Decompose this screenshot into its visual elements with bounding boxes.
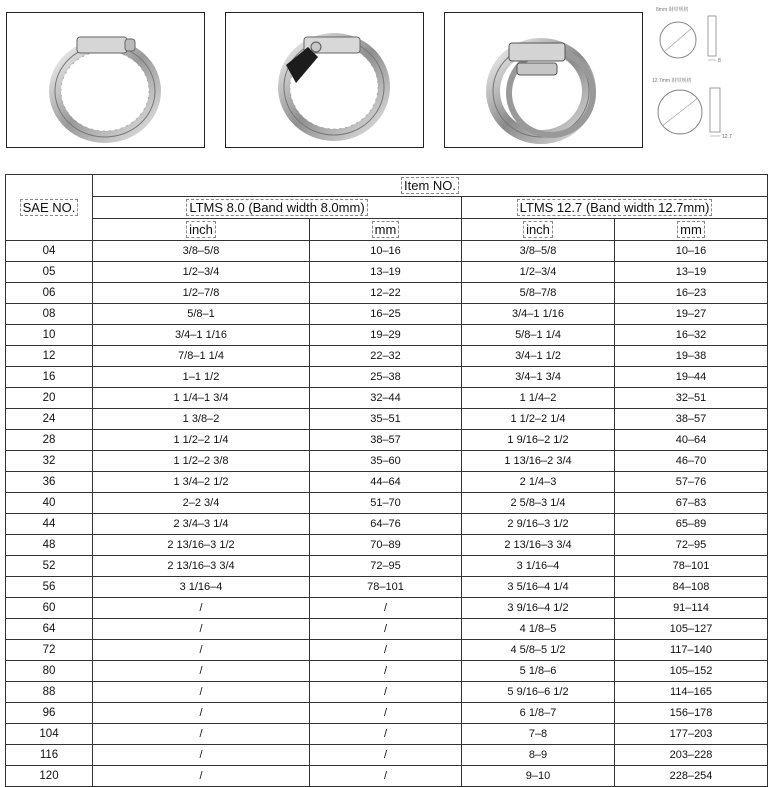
mm-127-cell: 105–152 [615,661,768,682]
sae-cell: 06 [6,283,93,304]
inch-8-cell: / [93,598,310,619]
inch-8-cell: 2–2 3/4 [93,493,310,514]
inch-8-cell: 3/4–1 1/16 [93,325,310,346]
table-row [6,325,768,346]
mm-127-cell: 177–203 [615,724,768,745]
table-row [6,346,768,367]
mm-8-cell: 16–25 [310,304,462,325]
mm-8-cell: / [310,766,462,787]
sae-cell: 32 [6,451,93,472]
mm-127-cell: 105–127 [615,619,768,640]
mm-127-cell: 13–19 [615,262,768,283]
mm-8-cell: 72–95 [310,556,462,577]
sae-cell: 96 [6,703,93,724]
header-row-units [6,219,768,241]
inch-8-cell: 2 3/4–3 1/4 [93,514,310,535]
clamp-drawing [650,4,768,144]
inch-127-cell: 1/2–3/4 [462,262,615,283]
sae-cell: 10 [6,325,93,346]
clamp-spec-table [5,174,768,787]
product-photo-handle-clamp [225,12,424,148]
table-row [6,472,768,493]
inch-8-cell: 1 1/4–1 3/4 [93,388,310,409]
inch-127-cell: 8–9 [462,745,615,766]
item-no-header: Item NO. [93,175,768,197]
inch-8-cell: 3/8–5/8 [93,241,310,262]
inch-8-cell: 1 1/2–2 3/8 [93,451,310,472]
mm-8-cell: 22–32 [310,346,462,367]
mm-127-cell: 72–95 [615,535,768,556]
table-row [6,640,768,661]
table-row [6,724,768,745]
inch-127-cell: 4 5/8–5 1/2 [462,640,615,661]
inch-127-cell: 1 13/16–2 3/4 [462,451,615,472]
mm-127-cell: 156–178 [615,703,768,724]
sae-cell: 64 [6,619,93,640]
table-row [6,619,768,640]
table-row [6,556,768,577]
table-row [6,661,768,682]
mm-127-cell: 38–57 [615,409,768,430]
inch-8-cell: / [93,766,310,787]
inch-8-cell: / [93,661,310,682]
inch-8-cell: 2 13/16–3 1/2 [93,535,310,556]
header-row-item [6,175,768,197]
mm-127-cell: 78–101 [615,556,768,577]
mm-8-cell: 12–22 [310,283,462,304]
sae-cell: 36 [6,472,93,493]
table-body [6,241,768,787]
inch-127-cell: 1 1/4–2 [462,388,615,409]
mm-8-cell: 70–89 [310,535,462,556]
mm-8-cell: 35–51 [310,409,462,430]
table-row [6,262,768,283]
sae-cell: 05 [6,262,93,283]
sae-cell: 08 [6,304,93,325]
inch-127-cell: 5/8–7/8 [462,283,615,304]
inch-127-cell: 3/8–5/8 [462,241,615,262]
hose-clamp-double-image [445,13,642,147]
inch-127-cell: 1 1/2–2 1/4 [462,409,615,430]
sae-cell: 28 [6,430,93,451]
table-row [6,283,768,304]
group-header-ltms-127: LTMS 12.7 (Band width 12.7mm) [462,197,768,219]
table-row [6,241,768,262]
mm-8-cell: 38–57 [310,430,462,451]
sae-cell: 48 [6,535,93,556]
mm-127-cell: 19–27 [615,304,768,325]
inch-8-cell: 7/8–1 1/4 [93,346,310,367]
sae-cell: 120 [6,766,93,787]
inch-127-cell: 4 1/8–5 [462,619,615,640]
inch-127-cell: 3 5/16–4 1/4 [462,577,615,598]
product-photo-double-clamp [444,12,643,148]
header-row-groups [6,197,768,219]
table-row [6,766,768,787]
hose-clamp-black-handle-image [226,13,423,147]
mm-8-cell: 51–70 [310,493,462,514]
mm-127-cell: 84–108 [615,577,768,598]
sae-cell: 40 [6,493,93,514]
inch-127-cell: 3/4–1 3/4 [462,367,615,388]
inch-127-cell: 3/4–1 1/16 [462,304,615,325]
table-row [6,367,768,388]
inch-8-cell: 5/8–1 [93,304,310,325]
table-row [6,493,768,514]
table-row [6,745,768,766]
sae-cell: 56 [6,577,93,598]
table-row [6,703,768,724]
table-row [6,577,768,598]
mm-8-cell: / [310,703,462,724]
sae-cell: 72 [6,640,93,661]
hose-clamp-image [7,13,204,147]
mm-127-cell: 203–228 [615,745,768,766]
unit-inch-127: inch [462,219,615,241]
mm-8-cell: 32–44 [310,388,462,409]
mm-8-cell: / [310,619,462,640]
sae-cell: 44 [6,514,93,535]
inch-8-cell: 1 1/2–2 1/4 [93,430,310,451]
diagram-label-8mm: 8mm 钢带规格 [656,7,689,13]
sae-cell: 16 [6,367,93,388]
mm-127-cell: 46–70 [615,451,768,472]
sae-cell: 80 [6,661,93,682]
mm-127-cell: 32–51 [615,388,768,409]
mm-8-cell: 13–19 [310,262,462,283]
mm-127-cell: 40–64 [615,430,768,451]
mm-8-cell: / [310,661,462,682]
inch-8-cell: 1 3/4–2 1/2 [93,472,310,493]
table-row [6,514,768,535]
inch-8-cell: / [93,640,310,661]
mm-127-cell: 91–114 [615,598,768,619]
unit-mm-127: mm [615,219,768,241]
inch-127-cell: 2 9/16–3 1/2 [462,514,615,535]
mm-127-cell: 10–16 [615,241,768,262]
inch-127-cell: 3 9/16–4 1/2 [462,598,615,619]
mm-127-cell: 114–165 [615,682,768,703]
table-row [6,598,768,619]
inch-8-cell: / [93,619,310,640]
inch-8-cell: 1–1 1/2 [93,367,310,388]
table-row [6,430,768,451]
table-row [6,535,768,556]
unit-inch-8: inch [93,219,310,241]
sae-cell: 116 [6,745,93,766]
mm-8-cell: 78–101 [310,577,462,598]
unit-mm-8: mm [310,219,462,241]
diagram-label-127mm: 12.7mm 钢带规格 [652,78,692,84]
inch-127-cell: 5 1/8–6 [462,661,615,682]
table-row [6,409,768,430]
inch-8-cell: 1/2–3/4 [93,262,310,283]
sae-cell: 60 [6,598,93,619]
mm-8-cell: 10–16 [310,241,462,262]
mm-127-cell: 117–140 [615,640,768,661]
inch-8-cell: / [93,703,310,724]
mm-8-cell: / [310,724,462,745]
mm-127-cell: 16–23 [615,283,768,304]
inch-127-cell: 2 1/4–3 [462,472,615,493]
mm-127-cell: 67–83 [615,493,768,514]
mm-8-cell: / [310,598,462,619]
inch-127-cell: 2 5/8–3 1/4 [462,493,615,514]
mm-127-cell: 65–89 [615,514,768,535]
group-header-ltms-8: LTMS 8.0 (Band width 8.0mm) [93,197,462,219]
mm-8-cell: 25–38 [310,367,462,388]
sae-cell: 52 [6,556,93,577]
dim-8-label: 8 [718,58,721,64]
inch-8-cell: 2 13/16–3 3/4 [93,556,310,577]
product-photo-plain-clamp [6,12,205,148]
inch-127-cell: 1 9/16–2 1/2 [462,430,615,451]
table-row [6,304,768,325]
sae-no-header: SAE NO. [6,175,93,241]
sae-cell: 88 [6,682,93,703]
dim-127-label: 12.7 [722,134,732,140]
inch-8-cell: / [93,724,310,745]
inch-8-cell: / [93,745,310,766]
inch-127-cell: 5/8–1 1/4 [462,325,615,346]
sae-cell: 20 [6,388,93,409]
sae-cell: 24 [6,409,93,430]
mm-8-cell: 44–64 [310,472,462,493]
sae-cell: 04 [6,241,93,262]
mm-8-cell: / [310,640,462,661]
table-row [6,682,768,703]
inch-127-cell: 9–10 [462,766,615,787]
mm-8-cell: 64–76 [310,514,462,535]
mm-127-cell: 57–76 [615,472,768,493]
inch-127-cell: 6 1/8–7 [462,703,615,724]
mm-127-cell: 228–254 [615,766,768,787]
inch-127-cell: 3 1/16–4 [462,556,615,577]
inch-127-cell: 2 13/16–3 3/4 [462,535,615,556]
table-row [6,451,768,472]
mm-127-cell: 19–38 [615,346,768,367]
mm-8-cell: / [310,745,462,766]
mm-8-cell: 19–29 [310,325,462,346]
inch-127-cell: 3/4–1 1/2 [462,346,615,367]
inch-8-cell: 1/2–7/8 [93,283,310,304]
inch-127-cell: 5 9/16–6 1/2 [462,682,615,703]
inch-8-cell: / [93,682,310,703]
inch-8-cell: 3 1/16–4 [93,577,310,598]
mm-127-cell: 19–44 [615,367,768,388]
mm-127-cell: 16–32 [615,325,768,346]
inch-127-cell: 7–8 [462,724,615,745]
table-row [6,388,768,409]
inch-8-cell: 1 3/8–2 [93,409,310,430]
dimension-diagram [650,4,768,144]
sae-cell: 104 [6,724,93,745]
sae-cell: 12 [6,346,93,367]
mm-8-cell: 35–60 [310,451,462,472]
mm-8-cell: / [310,682,462,703]
